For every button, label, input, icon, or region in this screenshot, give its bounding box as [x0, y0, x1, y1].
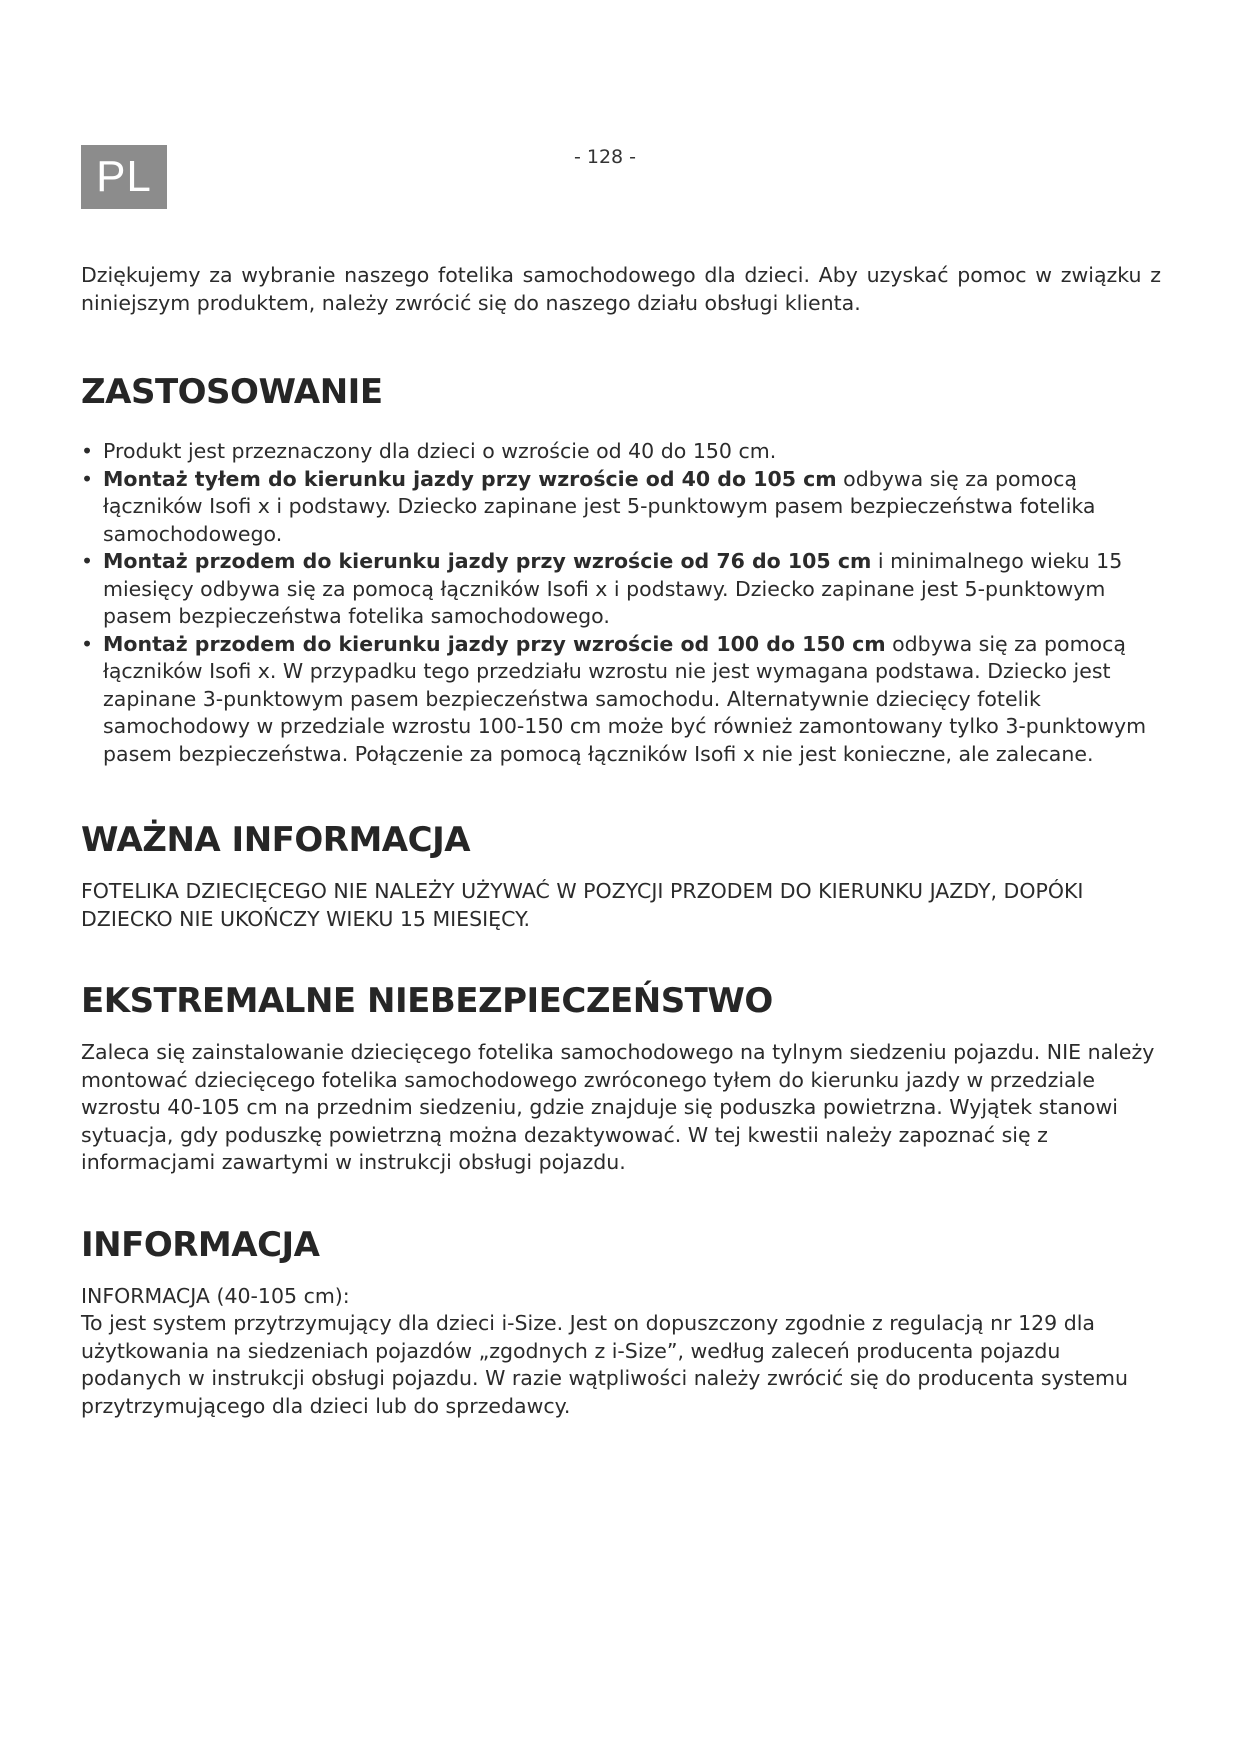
page-number: - 128 -	[573, 146, 637, 168]
list-item-bold: Montaż przodem do kierunku jazdy przy wzroście od 76 do 105 cm	[103, 549, 872, 573]
info-paragraph: To jest system przytrzymujący dla dzieci i-Size. Jest on dopuszczony zgodnie z regulacją nr 129 dla użytkowania na siedzeniach pojazdów „zgodnych z i-Size”, według zaleceń producenta pojazdu podanych w instrukcji obsługi pojazdu. W razie wątpliwości należy zwrócić się do producenta systemu przytrzymującego dla dzieci lub do sprzedawcy.	[81, 1311, 1128, 1418]
section-heading-info: INFORMACJA	[81, 1224, 320, 1265]
list-item-text: odbywa się za pomocą łączników Isofi x. W przypadku tego przedziału wzrostu nie jest wymagana podstawa. Dziecko jest zapinane 3-punktowym pasem bezpieczeństwa samochodu. Alternatywnie dziecięcy fotelik samochodowy w przedziale wzrostu 100-150 cm może być również zamontowany tylko 3-punktowym pasem bezpieczeństwa. Połączenie za pomocą łączników Isofi x nie jest konieczne, ale zalecane.	[103, 631, 1147, 766]
list-item	[81, 548, 1161, 631]
list-item	[81, 631, 1161, 769]
danger-paragraph: Zaleca się zainstalowanie dziecięcego fotelika samochodowego na tylnym siedzeniu pojazdu. NIE należy montować dziecięcego fotelika samochodowego zwróconego tyłem do kierunku jazdy w przedziale wzrostu 40-105 cm na przednim siedzeniu, gdzie znajduje się poduszka powietrzna. Wyjątek stanowi sytuacja, gdy poduszkę powietrzną można dezaktywować. W tej kwestii należy zapoznać się z informacjami zawartymi w instrukcji obsługi pojazdu.	[81, 1040, 1155, 1174]
list-item-text: odbywa się za pomocą łączników Isofi x i podstawy. Dziecko zapinane jest 5-punktowym pasem bezpieczeństwa fotelika samochodowego.	[103, 466, 1096, 546]
section-heading-danger: EKSTREMALNE NIEBEZPIECZEŃSTWO	[81, 981, 773, 1021]
list-item-bold: Montaż tyłem do kierunku jazdy przy wzroście od 40 do 105 cm	[103, 466, 837, 491]
list-item	[81, 466, 1161, 549]
intro-paragraph: Dziękujemy za wybranie naszego fotelika samochodowego dla dzieci. Aby uzyskać pomoc w związku z niniejszym produktem, należy zwrócić się do naszego działu obsługi klienta.	[81, 263, 1161, 315]
list-item-text: i minimalnego wieku 15 miesięcy odbywa się za pomocą łączników Isofi x i podstawy. Dziecko zapinane jest 5-punktowym pasem bezpieczeństwa fotelika samochodowego.	[103, 549, 1123, 628]
section-heading-usage: ZASTOSOWANIE	[81, 372, 383, 412]
info-subheading: INFORMACJA (40-105 cm):	[81, 1283, 350, 1308]
document-body	[81, 262, 1161, 1420]
language-badge: PL	[81, 145, 167, 209]
list-item-bold: Montaż przodem do kierunku jazdy przy wzroście od 100 do 150 cm	[103, 631, 886, 656]
list-item	[81, 438, 1161, 466]
section-heading-important: WAŻNA INFORMACJA	[81, 820, 471, 860]
usage-list	[81, 438, 1161, 768]
list-item-text: Produkt jest przeznaczony dla dzieci o wzroście od 40 do 150 cm.	[103, 439, 777, 463]
important-paragraph: FOTELIKA DZIECIĘCEGO NIE NALEŻY UŻYWAĆ W POZYCJI PRZODEM DO KIERUNKU JAZDY, DOPÓKI DZIECKO NIE UKOŃCZY WIEKU 15 MIESIĘCY.	[81, 879, 1084, 931]
